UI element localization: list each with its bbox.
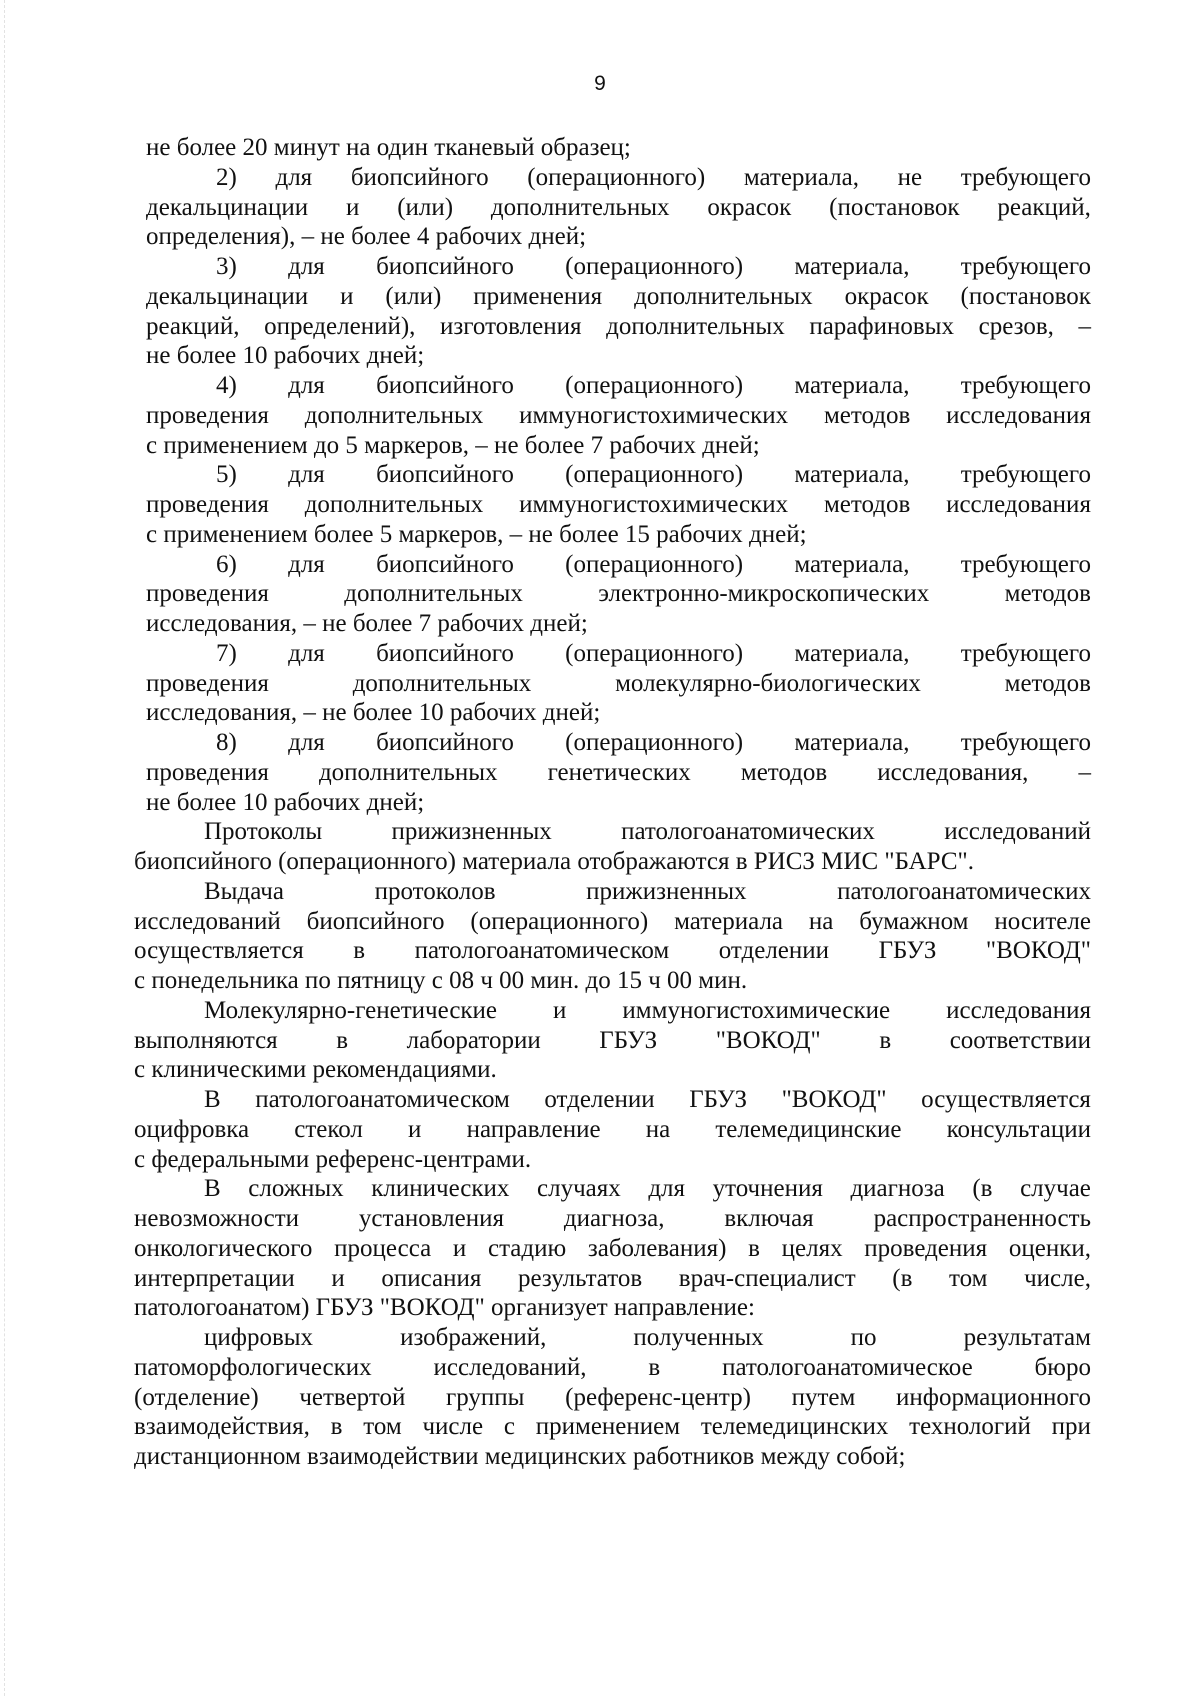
word: в [879,1027,892,1054]
word: дополнительных [344,580,523,607]
word: (референс-центр) [565,1384,751,1411]
word: и [331,1265,345,1292]
word: (в [892,1265,913,1292]
text-line: не более 20 минут на один тканевый образец; [146,134,631,161]
word: на [645,1116,671,1143]
word: отделении [718,937,830,964]
word: технологий [909,1413,1031,1440]
word: (операционного) [565,551,744,578]
text-line: дистанционном взаимодействии медицинских работников между собой; [134,1443,906,1470]
word: патоморфологических [134,1354,372,1381]
word: результатам [963,1324,1091,1351]
text-line [216,549,1091,581]
text-line [146,757,1091,789]
text-line: исследования, – не более 10 рабочих дней; [146,699,601,726]
word: бумажном [859,908,969,935]
text-line [204,1084,1091,1116]
word: "ВОКОД" [715,1027,821,1054]
word: информационного [896,1384,1091,1411]
word: результатов [518,1265,643,1292]
text-line [134,1114,1091,1146]
text-line [216,459,1091,491]
word: в [353,937,366,964]
word: целях [781,1235,843,1262]
word: выполняются [134,1027,278,1054]
word: В [204,1175,221,1202]
word: (постановок [960,283,1091,310]
word: клинических [371,1175,510,1202]
word: полученных [633,1324,764,1351]
word: применением [535,1413,681,1440]
word: (операционного) [527,164,706,191]
word: Протоколы [204,818,323,845]
word: материала, [794,551,910,578]
word: прижизненных [586,878,747,905]
word: и [340,283,354,310]
word: (операционного) [470,908,649,935]
word: осуществляется [134,937,304,964]
word: исследования [946,491,1091,518]
text-line [216,638,1091,670]
text-line [146,489,1091,521]
word: врач-специалист [678,1265,856,1292]
word: методов [1004,580,1091,607]
word: интерпретации [134,1265,295,1292]
word: распространенность [873,1205,1091,1232]
word: "ВОКОД" [985,937,1091,964]
word: прижизненных [391,818,552,845]
word: требующего [960,729,1091,756]
word: соответствии [949,1027,1091,1054]
text-line [134,935,1091,967]
word: (операционного) [565,253,744,280]
text-line [216,251,1091,283]
word: для [288,461,325,488]
text-line [134,1025,1091,1057]
word: требующего [960,253,1091,280]
word: исследования, [877,759,1029,786]
text-line: не более 10 рабочих дней; [146,789,425,816]
word: патологоанатомическом [255,1086,510,1113]
word: реакций, [997,194,1091,221]
word: проведения [146,580,269,607]
word: (или) [397,194,454,221]
word: телемедицинских [700,1413,889,1440]
word: и [345,194,360,221]
page-number: 9 [594,72,606,95]
word: парафиновых [809,313,954,340]
word: электронно-микроскопических [598,580,930,607]
word: материала, [794,729,910,756]
word: декальцинации [146,283,309,310]
word: числе, [1024,1265,1091,1292]
word: исследований [944,818,1091,845]
word: не [897,164,923,191]
word: и [408,1116,422,1143]
word: биопсийного [376,461,514,488]
word: взаимодействия, [134,1413,310,1440]
word: требующего [960,372,1091,399]
word: и [553,997,567,1024]
word: Молекулярно-генетические [204,997,498,1024]
word: срезов, [978,313,1054,340]
word: дополнительных [606,313,785,340]
word: определений), [264,313,416,340]
word: молекулярно-биологических [615,670,921,697]
text-line [204,1322,1091,1354]
text-line [134,906,1091,938]
word: проведения [864,1235,988,1262]
word: проведения [146,759,269,786]
word: 4) [216,372,237,399]
word: при [1051,1413,1091,1440]
word: телемедицинские [715,1116,902,1143]
text-line [134,1233,1091,1265]
word: требующего [960,551,1091,578]
word: дополнительных [634,283,813,310]
text-line [204,1173,1091,1205]
word: консультации [946,1116,1091,1143]
word: проведения [146,402,269,429]
word: для [288,253,325,280]
word: – [1078,313,1091,340]
text-line [216,370,1091,402]
word: для [288,729,325,756]
word: методов [823,491,911,518]
word: заболевания) [587,1235,727,1262]
word: 8) [216,729,237,756]
word: осуществляется [921,1086,1091,1113]
word: патологоанатомических [621,818,875,845]
word: материала [674,908,784,935]
word: в [330,1413,343,1440]
word: для [275,164,313,191]
scan-edge-artifact [4,0,5,1696]
word: (в [972,1175,993,1202]
word: окрасок [707,194,792,221]
word: онкологического [134,1235,313,1262]
word: 5) [216,461,237,488]
word: ГБУЗ [599,1027,658,1054]
word: и [452,1235,467,1262]
word: для [288,551,325,578]
text-line: исследования, – не более 7 рабочих дней; [146,610,588,637]
word: 3) [216,253,237,280]
text-line: определения), – не более 4 рабочих дней; [146,223,587,250]
word: Выдача [204,878,284,905]
word: материала, [794,640,910,667]
word: методов [740,759,828,786]
word: проведения [146,491,269,518]
word: реакций, [146,313,240,340]
text-line [204,816,1091,848]
text-line [134,1352,1091,1384]
word: стекол [294,1116,363,1143]
word: биопсийного [306,908,445,935]
word: материала, [794,461,910,488]
word: цифровых [204,1324,314,1351]
word: методов [1004,670,1091,697]
word: биопсийного [376,729,514,756]
text-line [134,1382,1091,1414]
word: на [808,908,834,935]
text-line [146,192,1091,224]
word: требующего [960,640,1091,667]
word: исследований [134,908,281,935]
word: (постановок [829,194,960,221]
word: дополнительных [318,759,498,786]
word: группы [445,1384,525,1411]
text-line: патологоанатом) ГБУЗ "ВОКОД" организует направление: [134,1294,755,1321]
word: биопсийного [376,372,514,399]
word: требующего [960,461,1091,488]
word: уточнения [712,1175,823,1202]
word: сложных [248,1175,344,1202]
word: 2) [216,164,237,191]
word: биопсийного [376,551,514,578]
word: диагноза, [563,1205,665,1232]
word: оцифровка [134,1116,250,1143]
word: с [503,1413,515,1440]
word: (операционного) [565,372,744,399]
word: "ВОКОД" [781,1086,887,1113]
word: исследования [946,402,1091,429]
word: отделении [544,1086,655,1113]
word: окрасок [844,283,929,310]
word: лаборатории [406,1027,541,1054]
word: дополнительных [304,491,484,518]
word: установления [358,1205,505,1232]
text-line: биопсийного (операционного) материала отображаются в РИСЗ МИС "БАРС". [134,848,975,875]
word: иммуногистохимические [622,997,891,1024]
word: включая [724,1205,814,1232]
text-line [204,876,1091,908]
word: декальцинации [146,194,309,221]
text-line [134,1411,1091,1443]
word: материала, [794,253,910,280]
word: путем [791,1384,856,1411]
text-line [146,668,1091,700]
word: биопсийного [376,640,514,667]
word: (операционного) [565,640,744,667]
word: (операционного) [565,729,744,756]
word: (отделение) [134,1384,259,1411]
text-line: с применением до 5 маркеров, – не более 7 рабочих дней; [146,432,760,459]
word: в [336,1027,349,1054]
word: случаях [537,1175,621,1202]
word: изготовления [440,313,582,340]
text-line [134,1263,1091,1295]
text-line [146,281,1091,313]
word: требующего [960,164,1091,191]
text-line: с федеральными референс-центрами. [134,1146,532,1173]
word: оценки, [1008,1235,1091,1262]
word: патологоанатомическом [414,937,670,964]
text-line: с понедельника по пятницу с 08 ч 00 мин. до 15 ч 00 мин. [134,967,748,994]
word: ГБУЗ [878,937,937,964]
word: том [363,1413,402,1440]
word: 6) [216,551,237,578]
word: протоколов [374,878,496,905]
text-line [204,995,1091,1027]
word: биопсийного [350,164,489,191]
text-line [146,400,1091,432]
word: патологоанатомическое [722,1354,973,1381]
text-line: не более 10 рабочих дней; [146,342,425,369]
word: применения [473,283,603,310]
word: материала, [743,164,859,191]
word: стадию [487,1235,567,1262]
text-line [216,162,1091,194]
word: – [1078,759,1091,786]
word: патологоанатомических [837,878,1091,905]
word: материала, [794,372,910,399]
word: бюро [1034,1354,1091,1381]
word: 7) [216,640,237,667]
word: проведения [146,670,269,697]
word: иммуногистохимических [519,402,789,429]
word: методов [823,402,911,429]
word: числе [422,1413,484,1440]
word: В [204,1086,221,1113]
word: дополнительных [352,670,532,697]
word: в [748,1235,760,1262]
word: процесса [334,1235,432,1262]
word: по [850,1324,877,1351]
word: исследований, [433,1354,587,1381]
text-line [216,727,1091,759]
word: (или) [385,283,442,310]
word: невозможности [134,1205,300,1232]
word: (операционного) [565,461,744,488]
text-line [134,1203,1091,1235]
word: носителе [994,908,1091,935]
word: дополнительных [490,194,670,221]
word: исследования [946,997,1091,1024]
word: в [648,1354,661,1381]
word: том [949,1265,988,1292]
word: четвертой [299,1384,406,1411]
word: биопсийного [376,253,514,280]
word: генетических [547,759,691,786]
word: диагноза [850,1175,945,1202]
word: для [648,1175,686,1202]
text-line [146,578,1091,610]
text-line [146,311,1091,343]
word: для [288,640,325,667]
word: изображений, [400,1324,547,1351]
text-line: с клиническими рекомендациями. [134,1056,497,1083]
word: ГБУЗ [689,1086,748,1113]
word: для [288,372,325,399]
text-line: с применением более 5 маркеров, – не более 15 рабочих дней; [146,521,807,548]
word: случае [1020,1175,1091,1202]
word: направление [466,1116,601,1143]
word: описания [381,1265,482,1292]
word: дополнительных [304,402,484,429]
word: иммуногистохимических [519,491,789,518]
